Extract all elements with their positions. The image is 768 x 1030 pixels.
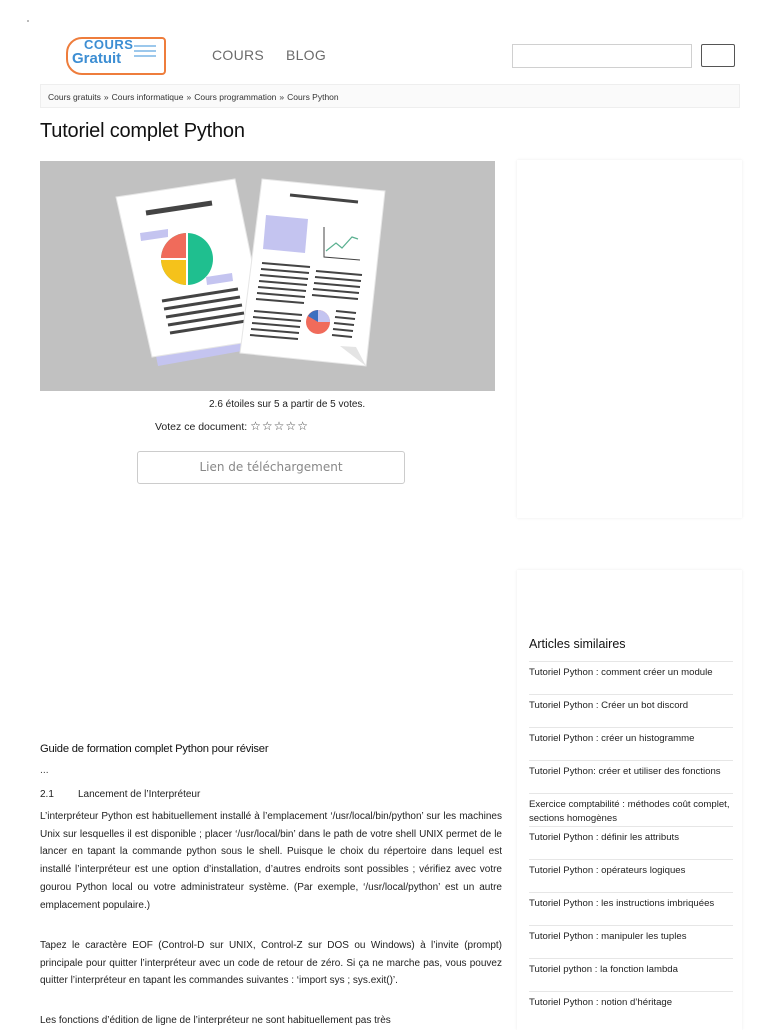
similar-articles-list: [529, 661, 733, 1024]
list-item: [529, 760, 733, 793]
site-header: [0, 0, 768, 84]
guide-title: Guide de formation complet Python pour réviser: [40, 743, 269, 755]
site-logo[interactable]: [66, 37, 164, 75]
list-item: [529, 958, 733, 991]
vote-row: [155, 419, 309, 433]
search-input[interactable]: [512, 44, 692, 68]
list-item: [529, 892, 733, 925]
similar-article-link[interactable]: Tutoriel Python : définir les attributs: [529, 832, 680, 843]
article-paragraph: Les fonctions d’édition de ligne de l’interpréteur ne sont habituellement pas très: [40, 1015, 391, 1026]
list-item: [529, 925, 733, 958]
page-title: Tutoriel complet Python: [40, 120, 245, 142]
document-right: [240, 179, 385, 366]
article-paragraph: L’interpréteur Python est habituellement installé à l’emplacement ‘/usr/local/bin/python’ sur les machines Unix sur lesquelles il est disponible ; placer ‘/usr/local/bin’ dans le path de votre shell UNIX permet de le lancer en tapant la commande python sous le shell. Puisque le choix du répertoire dans lequel est installé l’interpréteur est une option d’installation, d’autres endroits sont possibles ; vérifiez avec votre gourou Python local ou votre administrateur système. (Par exemple, ‘/usr/local/python’ est un autre emplacement populaire.): [40, 811, 502, 911]
breadcrumb-link-programmation[interactable]: Cours programmation: [194, 92, 277, 102]
similar-article-link[interactable]: Tutoriel Python : Créer un bot discord: [529, 700, 689, 711]
section-number: 2.1: [40, 789, 54, 800]
breadcrumb-link-cours-gratuits[interactable]: Cours gratuits: [48, 92, 101, 102]
list-item: [529, 859, 733, 892]
similar-article-link[interactable]: Tutoriel python : la fonction lambda: [529, 964, 678, 975]
main-nav: [212, 47, 344, 63]
similar-article-link[interactable]: Tutoriel Python : les instructions imbriquées: [529, 898, 715, 909]
article-paragraph: Tapez le caractère EOF (Control-D sur UNIX, Control-Z sur DOS ou Windows) à l’invite (prompt) principale pour quitter l’interpréteur avec un code de retour de zéro. Si ça ne marche pas, vous pouvez quitter l’interpréteur en tapant les commandes suivantes : ‘import sys ; sys.exit()’.: [40, 940, 502, 987]
list-item: [529, 661, 733, 694]
similar-article-link[interactable]: Tutoriel Python : créer un histogramme: [529, 733, 695, 744]
similar-article-link[interactable]: Tutoriel Python : opérateurs logiques: [529, 865, 686, 876]
similar-article-link[interactable]: Tutoriel Python: créer et utiliser des fonctions: [529, 766, 721, 777]
hero-illustration: [40, 161, 495, 391]
list-item: [529, 694, 733, 727]
pie-chart-icon: [161, 233, 213, 285]
documents-illustration: [40, 161, 495, 391]
small-pie-icon: [306, 310, 330, 334]
breadcrumb-separator: »: [103, 92, 109, 102]
nav-cours[interactable]: COURS: [212, 47, 265, 63]
search-button[interactable]: [701, 44, 735, 67]
breadcrumb-separator: »: [279, 92, 285, 102]
breadcrumb: [40, 84, 740, 108]
logo-text-cours: COURS: [84, 37, 134, 52]
similar-article-link[interactable]: Tutoriel Python : manipuler les tuples: [529, 931, 687, 942]
ellipsis-text: ...: [40, 766, 49, 776]
breadcrumb-link-informatique[interactable]: Cours informatique: [111, 92, 184, 102]
logo-lines-icon: [134, 45, 156, 60]
star-rating-input[interactable]: ☆☆☆☆☆: [250, 419, 309, 433]
list-item: [529, 727, 733, 760]
list-item: [529, 991, 733, 1024]
vote-label: Votez ce document:: [155, 421, 248, 433]
logo-text-gratuit: Gratuit: [72, 50, 122, 67]
list-item: [529, 793, 733, 826]
download-link-button[interactable]: Lien de téléchargement: [137, 451, 405, 484]
similar-articles-title: Articles similaires: [529, 637, 626, 651]
similar-article-link[interactable]: Tutoriel Python : comment créer un module: [529, 667, 713, 678]
nav-blog[interactable]: BLOG: [285, 47, 327, 63]
list-item: [529, 826, 733, 859]
section-title: Lancement de l’Interpréteur: [78, 789, 201, 800]
breadcrumb-separator: »: [186, 92, 192, 102]
similar-article-link[interactable]: Exercice comptabilité : méthodes coût complet, sections homogènes: [529, 799, 730, 824]
sidebar-ad-box: [517, 160, 742, 518]
similar-article-link[interactable]: Tutoriel Python : notion d’héritage: [529, 997, 673, 1008]
rating-summary: 2.6 étoiles sur 5 a partir de 5 votes.: [209, 399, 366, 410]
breadcrumb-link-python[interactable]: Cours Python: [287, 92, 339, 102]
